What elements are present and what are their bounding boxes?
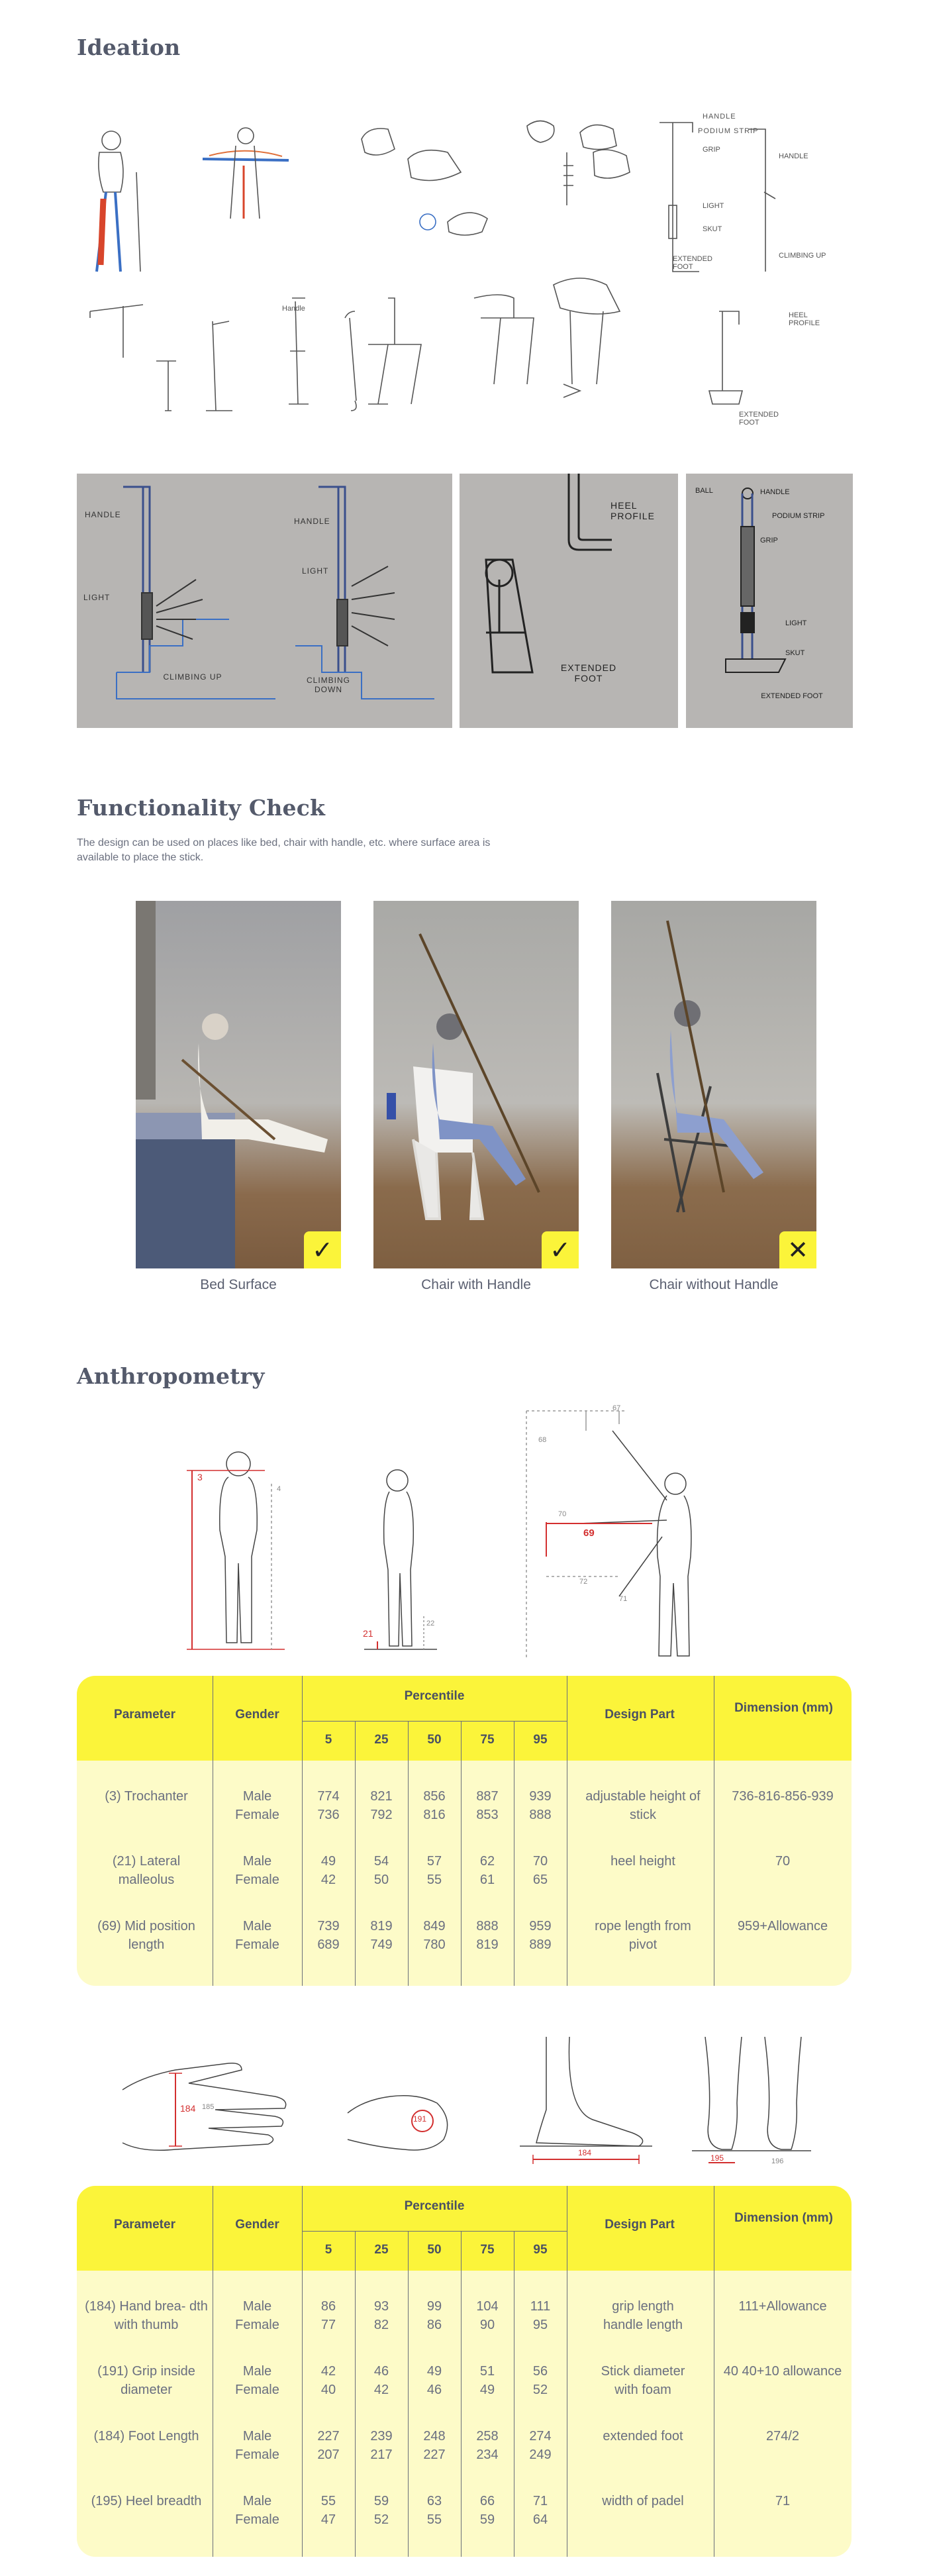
t2-r4-p25-f: 52 [373,2512,389,2527]
verdict-badge-bed: ✓ [304,1231,341,1268]
board1-light-b: LIGHT [302,566,329,576]
t1-r1-p50-f: 816 [423,1808,446,1822]
photo-bed-surface [136,901,341,1268]
t2-header-design-part: Design Part [605,2218,675,2232]
t1-header-percentile: Percentile [404,1689,465,1703]
t1-r2-p95-f: 65 [532,1873,548,1887]
t2-header-percentile: Percentile [404,2199,465,2213]
sketch-label-light: LIGHT [703,202,724,210]
t2-r2-p5-f: 40 [320,2383,336,2397]
t2-r4-gender-m: Male [242,2494,272,2508]
mark-72: 72 [579,1578,588,1586]
t2-header-p25: 25 [374,2243,389,2257]
t1-header-dimension: Dimension (mm) [734,1701,833,1715]
t2-r2-p75-f: 49 [479,2383,495,2397]
t1-r2-p75-f: 61 [479,1873,495,1887]
t2-header-dimension: Dimension (mm) [734,2211,833,2225]
board3-grip: GRIP [760,537,778,544]
t2-r1-p95-f: 95 [532,2318,548,2332]
t1-r2-p5-f: 42 [320,1873,336,1887]
t2-r4-p5-f: 47 [320,2512,336,2527]
t1-header-p25: 25 [374,1733,389,1747]
t1-header-parameter: Parameter [114,1708,175,1722]
t2-r1-p50-f: 86 [426,2318,442,2332]
t2-r2-dimension: 40 40+10 allowance [723,2364,842,2379]
board1-handle-a: HANDLE [85,510,121,519]
t1-r2-p25-m: 54 [373,1854,389,1869]
t2-r3-p5-f: 207 [317,2447,340,2462]
t2-r1-gender-f: Female [235,2318,279,2332]
t2-r3-gender-f: Female [235,2447,279,2462]
figure-foot-length [520,2037,652,2169]
t2-r2-p5-m: 42 [320,2364,336,2379]
t1-r3-p25-f: 749 [370,1937,393,1952]
t2-header-gender: Gender [235,2218,279,2232]
board1-climb-up: CLIMBING UP [163,672,222,682]
sketch-board-annotated [686,474,853,728]
board3-handle: HANDLE [760,488,790,496]
t2-r3-design-part: extended foot [603,2429,683,2444]
mark-196: 196 [771,2157,784,2165]
t1-r3-p95-m: 959 [529,1919,552,1933]
sketch-board-climbing [77,474,452,728]
t2-header-p75: 75 [480,2243,495,2257]
t1-r2-design-part: heel height [610,1854,675,1869]
t1-header-p50: 50 [427,1733,442,1747]
t1-header-p5: 5 [324,1733,332,1747]
t1-r1-p25-m: 821 [370,1789,393,1804]
board2-heel-profile: HEEL PROFILE [610,500,655,521]
t1-r1-gender-m: Male [242,1789,272,1804]
mark-22: 22 [426,1620,435,1627]
t2-r4-gender-f: Female [235,2512,279,2527]
t2-r2-p75-m: 51 [479,2364,495,2379]
t1-r3-gender-f: Female [235,1937,279,1952]
board3-ball: BALL [695,487,713,495]
sketch-label-climbing-up: CLIMBING UP [779,252,826,260]
t1-r3-p50-f: 780 [423,1937,446,1952]
t2-r1-design-part: grip length handle length [603,2299,683,2332]
mark-68: 68 [538,1436,547,1444]
mark-70: 70 [558,1510,567,1518]
board1-light-a: LIGHT [83,593,111,602]
functionality-description: The design can be used on places like bed, chair with handle, etc. where surface area is available to place the stick. [77,837,491,863]
t1-r3-p95-f: 889 [529,1937,552,1952]
t2-r4-parameter: (195) Heel breadth [91,2494,202,2508]
t2-r4-p50-m: 63 [426,2494,442,2508]
sketch-board-heel [460,474,678,728]
caption-chair-without-handle: Chair without Handle [649,1277,779,1292]
board3-foot: EXTENDED FOOT [761,692,823,700]
sketch-label-skut: SKUT [703,225,722,233]
t1-r1-p25-f: 792 [370,1808,393,1822]
sketch-label-grip: GRIP [703,146,720,154]
t2-r2-parameter: (191) Grip inside diameter [97,2364,195,2397]
caption-chair-with-handle: Chair with Handle [421,1277,531,1292]
t2-r1-p25-f: 82 [373,2318,389,2332]
t2-r3-parameter: (184) Foot Length [93,2429,199,2444]
t2-r2-p50-f: 46 [426,2383,442,2397]
t1-r3-p25-m: 819 [370,1919,393,1933]
ideation-heading: Ideation [77,34,181,60]
t2-r1-p75-m: 104 [476,2299,499,2314]
board3-podium: PODIUM STRIP [772,512,825,520]
figure-trochanter [185,1444,291,1663]
t2-r4-p75-f: 59 [479,2512,495,2527]
t2-r3-p25-f: 217 [370,2447,393,2462]
t2-r2-design-part: Stick diameter with foam [601,2364,685,2397]
t1-r3-p75-f: 819 [476,1937,499,1952]
mark-71: 71 [619,1595,628,1603]
t1-r1-p95-m: 939 [529,1789,552,1804]
t2-r3-p25-m: 239 [370,2429,393,2444]
anthropometry-table-2 [77,2186,852,2557]
t2-r3-p75-f: 234 [476,2447,499,2462]
t1-r3-dimension: 959+Allowance [737,1919,828,1933]
t1-r2-p5-m: 49 [320,1854,336,1869]
t2-header-p5: 5 [324,2243,332,2257]
t2-r3-p75-m: 258 [476,2429,499,2444]
t1-r1-p75-f: 853 [476,1808,499,1822]
anthropometry-heading: Anthropometry [77,1363,265,1389]
t2-r3-p95-f: 249 [529,2447,552,2462]
mark-185: 185 [202,2103,215,2111]
mark-heel: 195 [710,2153,724,2163]
board3-skut: SKUT [785,649,805,657]
verdict-badge-chair-no-handle: ✕ [779,1231,816,1268]
t2-r4-p95-f: 64 [532,2512,548,2527]
t1-r2-gender-f: Female [235,1873,279,1887]
mark-trochanter: 3 [197,1472,203,1482]
t2-r4-dimension: 71 [775,2494,791,2508]
photo-chair-with-handle [373,901,579,1268]
t2-header-parameter: Parameter [114,2218,175,2232]
t2-r1-p5-m: 86 [320,2299,336,2314]
t1-r2-parameter: (21) Lateral malleolus [112,1854,181,1887]
t2-header-p50: 50 [427,2243,442,2257]
t2-r3-gender-m: Male [242,2429,272,2444]
figure-heel-breadth [692,2037,811,2169]
t2-r1-dimension: 111+Allowance [738,2299,827,2314]
t1-r1-design-part: adjustable height of stick [585,1789,701,1822]
t1-r3-p5-f: 689 [317,1937,340,1952]
t1-r3-p75-m: 888 [476,1919,499,1933]
figure-grip [344,2073,457,2166]
sketch-label-extended-foot: EXTENDED FOOT [673,255,712,271]
t2-r2-gender-f: Female [235,2383,279,2397]
t2-r4-p5-m: 55 [320,2494,336,2508]
figure-hand-breadth [116,2050,295,2163]
t1-r3-design-part: rope length from pivot [595,1919,691,1952]
sketch-label-handle-2: HANDLE [779,152,808,160]
t2-r2-p50-m: 49 [426,2364,442,2379]
mark-grip: 191 [413,2114,427,2124]
mark-mid-position: 69 [583,1527,595,1539]
board1-handle-b: HANDLE [294,517,330,526]
t2-r2-p95-f: 52 [532,2383,548,2397]
t1-r1-parameter: (3) Trochanter [105,1789,188,1804]
t2-r4-p50-f: 55 [426,2512,442,2527]
t2-r1-p75-f: 90 [479,2318,495,2332]
t2-r1-p95-m: 111 [530,2299,551,2314]
caption-bed-surface: Bed Surface [200,1277,277,1292]
t1-r2-gender-m: Male [242,1854,272,1869]
t2-r1-p5-f: 77 [320,2318,336,2332]
t1-r1-dimension: 736-816-856-939 [732,1789,834,1804]
t1-r2-p75-m: 62 [479,1854,495,1869]
t2-r3-p50-m: 248 [423,2429,446,2444]
t2-r3-p50-f: 227 [423,2447,446,2462]
t1-r3-p50-m: 849 [423,1919,446,1933]
t1-r3-gender-m: Male [242,1919,272,1933]
t2-r4-p75-m: 66 [479,2494,495,2508]
mark-4: 4 [277,1485,281,1493]
t1-r2-p50-m: 57 [426,1854,442,1869]
t2-header-p95: 95 [533,2243,548,2257]
mark-malleolus: 21 [363,1628,373,1639]
t2-r2-p95-m: 56 [532,2364,548,2379]
mark-foot-length: 184 [578,2148,592,2157]
photo-chair-without-handle [611,901,816,1268]
t2-r2-gender-m: Male [242,2364,272,2379]
verdict-badge-chair-handle: ✓ [542,1231,579,1268]
t2-r4-p95-m: 71 [532,2494,548,2508]
sketch-label-extended-foot-2: EXTENDED FOOT [739,411,779,427]
t1-header-design-part: Design Part [605,1708,675,1722]
figure-malleolus [358,1464,450,1663]
mark-67: 67 [612,1404,621,1412]
t1-r3-p5-m: 739 [317,1919,340,1933]
t2-r2-p25-m: 46 [373,2364,389,2379]
t2-r3-dimension: 274/2 [765,2429,800,2444]
t2-r4-design-part: width of padel [602,2494,684,2508]
board2-extended-foot: EXTENDED FOOT [560,662,617,684]
anthropometry-table-1 [77,1676,852,1986]
t1-r1-gender-f: Female [235,1808,279,1822]
board3-light: LIGHT [785,619,807,627]
t2-r1-gender-m: Male [242,2299,272,2314]
sketch-label-handle-small: Handle [282,305,305,313]
figure-reach [520,1404,718,1663]
sketch-label-podium: PODIUM STRIP [698,127,759,135]
t1-header-p95: 95 [533,1733,548,1747]
t2-r1-parameter: (184) Hand brea- dth with thumb [85,2299,208,2332]
functionality-heading: Functionality Check [77,795,326,821]
t1-r2-p50-f: 55 [426,1873,442,1887]
t1-r1-p50-m: 856 [423,1789,446,1804]
t2-r1-p25-m: 93 [373,2299,389,2314]
sketch-label-handle: HANDLE [703,113,736,121]
t1-r1-p5-m: 774 [317,1789,340,1804]
board1-climb-down: CLIMBING DOWN [306,676,350,694]
mark-hand-breadth: 184 [180,2103,196,2114]
t2-r3-p95-m: 274 [529,2429,552,2444]
t2-r2-p25-f: 42 [373,2383,389,2397]
t1-r3-parameter: (69) Mid position length [97,1919,195,1952]
ideation-sketches [77,99,865,450]
sketch-label-heel-profile: HEEL PROFILE [789,311,820,327]
t1-r1-p5-f: 736 [317,1808,340,1822]
t2-r3-p5-m: 227 [317,2429,340,2444]
t1-header-gender: Gender [235,1708,279,1722]
t1-r2-dimension: 70 [775,1854,791,1869]
t2-r4-p25-m: 59 [373,2494,389,2508]
t1-r1-p95-f: 888 [529,1808,552,1822]
t2-r1-p50-m: 99 [426,2299,442,2314]
t1-r2-p95-m: 70 [532,1854,548,1869]
t1-r2-p25-f: 50 [373,1873,389,1887]
t1-r1-p75-m: 887 [476,1789,499,1804]
t1-header-p75: 75 [480,1733,495,1747]
